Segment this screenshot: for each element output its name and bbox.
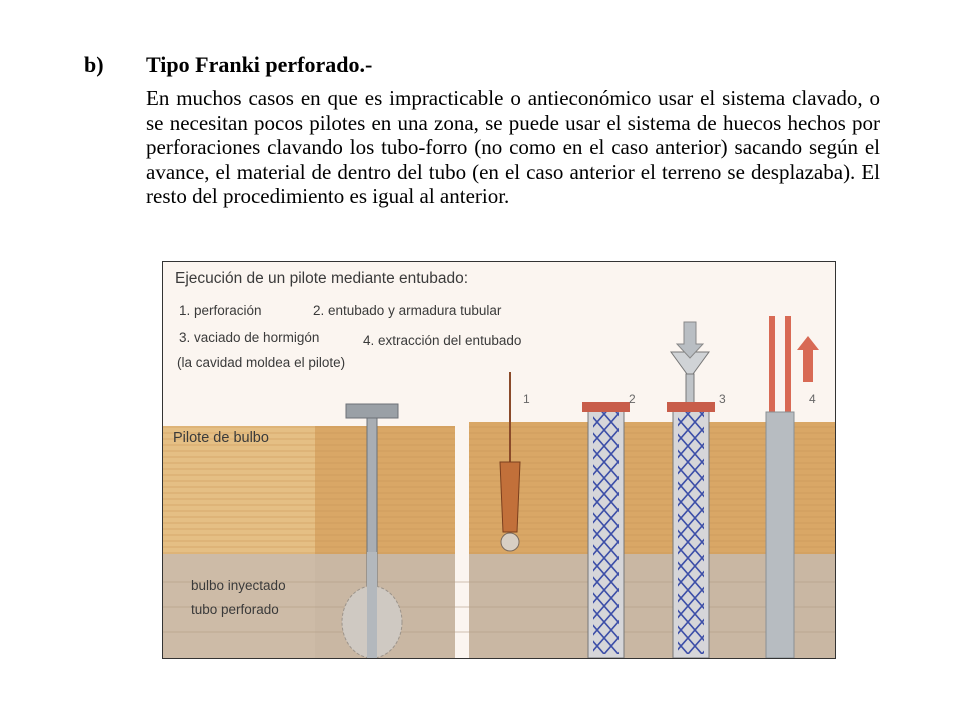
figure-title: Ejecución de un pilote mediante entubado: bbox=[175, 270, 468, 287]
bulb-label: bulbo inyectado bbox=[191, 578, 286, 593]
drill-stage-1 bbox=[500, 372, 520, 551]
figure-step-1: 1. perforación bbox=[179, 303, 262, 318]
figure-note: (la cavidad moldea el pilote) bbox=[177, 355, 346, 370]
stage-number-1: 1 bbox=[523, 392, 530, 406]
stage-number-3: 3 bbox=[719, 392, 726, 406]
concreting-stage-3 bbox=[667, 322, 715, 658]
stage-number-2: 2 bbox=[629, 392, 636, 406]
figure-step-2: 2. entubado y armadura tubular bbox=[313, 303, 502, 318]
pile-figure bbox=[162, 261, 836, 659]
figure-step-4: 4. extracción del entubado bbox=[363, 333, 522, 348]
stage-number-4: 4 bbox=[809, 392, 816, 406]
section-heading bbox=[84, 52, 372, 78]
bulb-pile-label: Pilote de bulbo bbox=[173, 430, 269, 446]
casing-stage-2 bbox=[582, 402, 630, 658]
section-paragraph: En muchos casos en que es impracticable o antieconómico usar el sistema clavado, o se necesitan pocos pilotes en una zona, se puede usar el sistema de huecos hechos por perforaciones clavando los tubo-forro (no como en el caso anterior) sacando según el avance, el material de dentro del tubo (en el caso anterior el terreno se desplazaba). El resto del procedimiento es igual al anterior. bbox=[146, 86, 880, 208]
perforated-tube-label: tubo perforado bbox=[191, 602, 279, 617]
section-title: Tipo Franki perforado.- bbox=[146, 52, 373, 77]
figure-step-3: 3. vaciado de hormigón bbox=[179, 330, 320, 345]
section-marker: b) bbox=[84, 52, 104, 77]
pile-illustration bbox=[163, 262, 835, 658]
